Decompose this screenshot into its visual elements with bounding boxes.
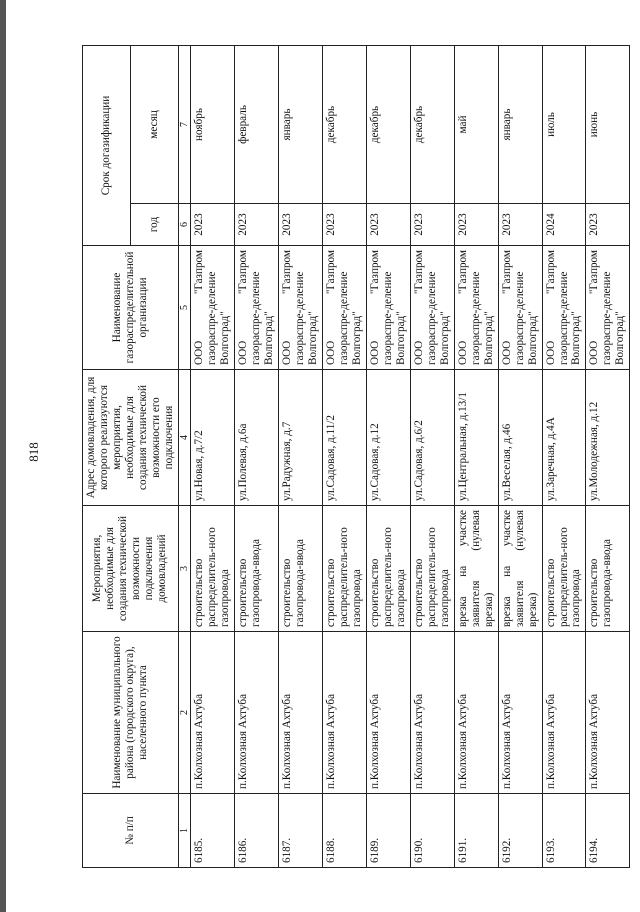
row-year: 2024 [542,204,586,246]
row-name: п.Колхозная Ахтуба [278,632,322,794]
row-name: п.Колхозная Ахтуба [586,632,630,794]
rotated-table-page [82,46,627,868]
row-name: п.Колхозная Ахтуба [498,632,542,794]
row-name: п.Колхозная Ахтуба [322,632,366,794]
row-measures: строительство распределитель-ного газопровода [190,506,234,632]
table-row [234,46,278,868]
row-month: июль [542,46,586,204]
row-year: 2023 [234,204,278,246]
header-year: год [130,204,178,246]
row-address: ул.Молодежная, д.12 [586,370,630,506]
row-year: 2023 [322,204,366,246]
row-measures: врезка на участке заявителя (нулевая врезка) [454,506,498,632]
column-index: 7 [178,46,190,204]
row-num: 6189. [366,794,410,868]
row-measures: строительство газопровода-ввода [234,506,278,632]
row-num: 6193. [542,794,586,868]
column-index-row [178,46,190,868]
row-address: ул.Веселая, д.46 [498,370,542,506]
row-measures: строительство газопровода-ввода [586,506,630,632]
row-measures: строительство распределитель-ного газопровода [322,506,366,632]
header-org: Наименование газораспределительной организации [83,246,179,370]
row-month: июнь [586,46,630,204]
row-name: п.Колхозная Ахтуба [190,632,234,794]
gasification-table [82,45,630,868]
row-name: п.Колхозная Ахтуба [454,632,498,794]
row-address: ул.Новая, д.7/2 [190,370,234,506]
row-address: ул.Садовая, д.11/2 [322,370,366,506]
row-measures: строительство газопровода-ввода [278,506,322,632]
row-org: ООО "Газпром газораспре-деление Волгоград" [190,246,234,370]
header-address: Адрес домовладения, для которого реализуются мероприятия, необходимые для создания технической возможности его подключения [83,370,179,506]
table-row [278,46,322,868]
row-num: 6194. [586,794,630,868]
row-address: ул.Радужная, д.7 [278,370,322,506]
row-year: 2023 [190,204,234,246]
row-org: ООО "Газпром газораспре-деление Волгоград" [410,246,454,370]
table-row [322,46,366,868]
row-org: ООО "Газпром газораспре-деление Волгоград" [278,246,322,370]
header-measures: Мероприятия, необходимые для создания технической возможности подключения домовладений [83,506,179,632]
row-num: 6185. [190,794,234,868]
row-month: декабрь [322,46,366,204]
row-measures: строительство распределитель-ного газопровода [366,506,410,632]
row-org: ООО "Газпром газораспре-деление Волгоград" [322,246,366,370]
row-num: 6192. [498,794,542,868]
row-address: ул.Садовая, д.6/2 [410,370,454,506]
row-month: январь [498,46,542,204]
row-address: ул.Полевая, д.6а [234,370,278,506]
table-row [190,46,234,868]
table-row [366,46,410,868]
scan-edge [0,0,6,912]
row-name: п.Колхозная Ахтуба [234,632,278,794]
row-month: май [454,46,498,204]
row-measures: строительство распределитель-ного газопровода [542,506,586,632]
row-measures: строительство распределитель-ного газопровода [410,506,454,632]
row-address: ул.Заречная, д.4А [542,370,586,506]
table-row [454,46,498,868]
row-num: 6188. [322,794,366,868]
row-month: февраль [234,46,278,204]
row-measures: врезка на участке заявителя (нулевая врезка) [498,506,542,632]
row-org: ООО "Газпром газораспре-деление Волгоград" [234,246,278,370]
column-index: 5 [178,246,190,370]
header-deadline: Срок догазификации [83,46,131,246]
row-name: п.Колхозная Ахтуба [410,632,454,794]
row-org: ООО "Газпром газораспре-деление Волгоград" [542,246,586,370]
table-row [542,46,586,868]
page-number: 818 [26,442,41,462]
column-index: 1 [178,794,190,868]
row-year: 2023 [454,204,498,246]
column-index: 2 [178,632,190,794]
column-index: 4 [178,370,190,506]
row-year: 2023 [586,204,630,246]
row-year: 2023 [410,204,454,246]
row-year: 2023 [366,204,410,246]
row-month: январь [278,46,322,204]
header-row [83,46,131,868]
row-month: декабрь [366,46,410,204]
row-num: 6190. [410,794,454,868]
row-name: п.Колхозная Ахтуба [542,632,586,794]
row-num: 6191. [454,794,498,868]
row-org: ООО "Газпром газораспре-деление Волгоград" [454,246,498,370]
column-index: 3 [178,506,190,632]
row-num: 6187. [278,794,322,868]
column-index: 6 [178,204,190,246]
row-org: ООО "Газпром газораспре-деление Волгоград" [586,246,630,370]
row-name: п.Колхозная Ахтуба [366,632,410,794]
table-row [586,46,630,868]
row-month: декабрь [410,46,454,204]
row-num: 6186. [234,794,278,868]
row-year: 2023 [278,204,322,246]
header-name: Наименование муниципального района (городского округа), населенного пункта [83,632,179,794]
table-row [498,46,542,868]
header-num: № п/п [83,794,179,868]
row-org: ООО "Газпром газораспре-деление Волгоград" [366,246,410,370]
header-month: месяц [130,46,178,204]
row-month: ноябрь [190,46,234,204]
row-address: ул.Садовая, д.12 [366,370,410,506]
row-address: ул.Центральная, д.13/1 [454,370,498,506]
row-year: 2023 [498,204,542,246]
table-row [410,46,454,868]
row-org: ООО "Газпром газораспре-деление Волгоград" [498,246,542,370]
